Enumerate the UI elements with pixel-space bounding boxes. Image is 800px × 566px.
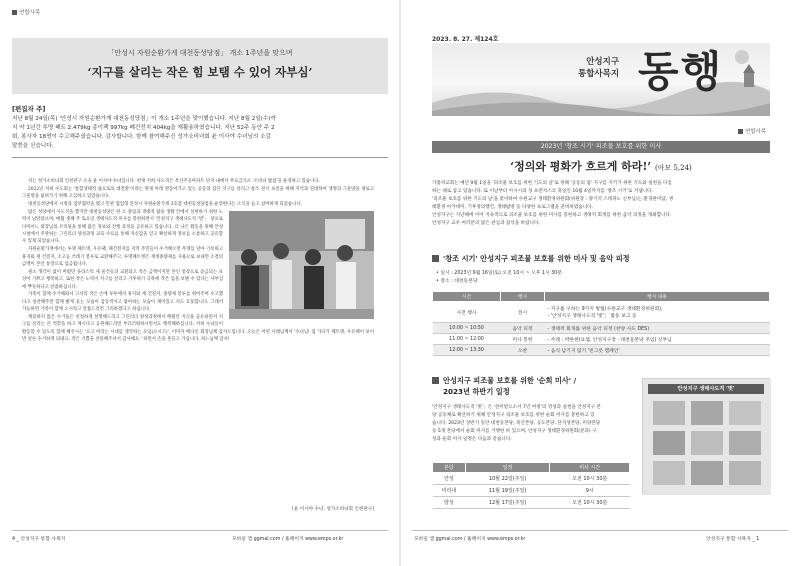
quote-text: ‘정의와 평화가 흐르게 하라!’ (510, 160, 652, 173)
article-paragraph: 자원순환가게에서는 투명 페트병, 우유팩, 폐건전지를 지역 주민들이 수거해오면 무게를 달아 기록하고 휴지와 세 건전지, 소고등 쓰레기 봉투로 교환해주고, 투명페트병은 재생종량제를 사용으로 보내면 소결의 금액이 본인 통장으로 입금됩니다. (22, 247, 223, 268)
mass-time: 9시 (550, 485, 630, 497)
schedule-content: - 생태적 회개를 위한 음악 피정 (찬양 사도 DES) (545, 323, 770, 334)
eco-group-poster (642, 378, 770, 494)
rosary-line: 성과 순회 미사 일정은 다음과 같습니다. (432, 437, 512, 443)
schedule-event: 오찬 (501, 345, 545, 356)
schedule-content (545, 302, 770, 323)
article-banner (12, 38, 388, 94)
footer-page-label: 4 _ 안성지구 통합 사목지 (12, 537, 66, 542)
schedule-row (433, 345, 770, 356)
intro-line: '피조물 보호를 위한 기도의 날'을 맞이하여 수원교구 생태환경위원회(위원장 : 양기석 스테파노 신부님)는 환경판미담, 생 (432, 197, 674, 203)
article-body (22, 178, 374, 344)
schedule-time: 11:00 ~ 12:00 (433, 334, 501, 345)
footer-contact-right: 모바일 앱 ggmal.com / 홈페이지 www.emps.or.kr (414, 537, 526, 542)
article-paragraph: 대천동성당에서 시청과 업무협약을 맺고 민관 협업형 안성시 자원순환가게 3호점 대천동성당점을 운영한다는 소식을 듣고 참여하게 되었습니다. (28, 202, 302, 207)
article-paragraph: 깨끗하지 않은 수거품은 친절하게 설명해드리고 그린리더 양성과정에서 배웠던 지식을 공유하면서 지구를 살리는 큰 역할을 하고 계시다고 응원해드리면 부끄러워하시면서도 행복해하십니다. 저희 수녀들이 활동할 수 있도록 함께 해주시는 '으고 버리는 시대를 생각하는 모임(으시고)', 이미자 베다인 회장님께 감사드립니다. 오늘은 어떤 사례님께서 '수녀님! 집 가다가 페트병, 우유팩이 보이면 얼른 수거하게 되네요. 작은 기쁨을 선물해주셔서 감사해요.' 하면서 손을 흔들고 가십니다. 하느님께 감사! (22, 315, 374, 343)
masthead-subtitle-line: 안성지구 (586, 57, 620, 67)
intro-line: 가톨릭교회는 매년 9월 1일을 '피조물 보호를 위한 기도의 날'로 정해 '공동의 집' 지구를 지키기 위한 기도와 실천을 다짐 (432, 181, 672, 186)
editor-note-line: 말씀을 싣습니다. (12, 143, 54, 149)
footer-divider (12, 530, 388, 531)
mass-row (433, 497, 630, 509)
article-paragraph: 저는 성가소비녀회 인천관구 소속 윤 이사야 수녀입니다. 현재 저희 사도직은 옥산주공아파트 단지 내에서 무료급식소 '소비녀 밥집'을 운영하고 있습니다. (28, 179, 320, 184)
mass-date: 12월 17일(주일) (465, 497, 550, 509)
mass-parish: 양성 (433, 497, 466, 509)
editor-note-line: 지 약 1년간 투명 페트 2,479kg 종이팩 997kg 폐건전지 404kg을 재활용하였습니다. 지난 52주 동안 주 2 (12, 125, 275, 131)
banner-subtitle: 「안성시 자원순환가게 대천동성당점」 개소 1주년을 맞으며 (107, 49, 293, 57)
intro-text (432, 180, 770, 229)
schedule-time: 사전 행사 (433, 302, 501, 323)
article-paragraph: 많은 성당에서 사도직을 했지만 대천동성당은 한 소 종업과 생태적 삶을 생활 안에서 실현하기 위한 노력이 남달랐으며, 매월 셋째 주 토요일 생태사도직 미사를 봉헌하면서 '안성지구 생태사도직 '벗'」 창포로 다미어느 회장님의 브리핑을 통해 많은 정보와 진행 과정을 공유하고 있습니다. 더 나은 활동을 위해 안성시청에서 주관하는 그린리더 양성과정 교육 수료를 통해 자신감을 얻고 확실하게 정보를 소통하고 공유할 수 있게 되었습니다. (22, 209, 223, 245)
schedule-time: 10:00 ~ 10:50 (433, 323, 501, 334)
editor-note-line: 지난 8월 24일(목) '안성시 자원순환가게 대천동성당점」이 개소 1주년을 맞이했습니다. 지난 8월 2일(수)까 (12, 116, 276, 122)
schedule-time: 12:00 ~ 13:30 (433, 345, 501, 356)
volunteers-photo-image (229, 211, 374, 319)
mass-row (433, 473, 630, 485)
section-tag: 연합사목 (12, 8, 40, 16)
section-tag-icon (738, 129, 743, 134)
mass-header: 일정 (465, 463, 550, 473)
intro-line: 하는 때로 삼고 있습니다. 또 이날부터 아시시의 성 프란치스코 축일인 10월 4일까지를 '창조 시기'로 지냅니다. (432, 189, 654, 195)
rosary-line: 당 공동체로 확산하기 위해 안성지구 피조물 보호를 위한 순회 미사를 봉헌하고 있 (432, 413, 595, 419)
divider (12, 157, 388, 158)
mass-info-item: • 장소 : 대천동본당 (436, 279, 478, 284)
mass-parish: 미리내 (433, 485, 466, 497)
volunteers-photo (229, 211, 374, 319)
mass-row (433, 485, 630, 497)
schedule-event: 미사 봉헌 (501, 334, 545, 345)
intro-line: 태환경 아카데미, 기후정의행진, 생태탐방 등 다양한 프로그램을 준비하였습니다. (432, 205, 594, 211)
eco-group-poster-image (643, 379, 771, 495)
section-tag-right: 연합사목 (738, 127, 766, 135)
section-tag-icon (12, 10, 17, 15)
mass-date: 10월 22일(주일) (465, 473, 550, 485)
schedule-header-row (433, 292, 770, 302)
rosary-line: 등 5개 본당에서 순회 미사를 거행한 바 있으며, 안성지구 생태환경위원회(분과) 구 (432, 429, 597, 435)
mass-header: 미사 시간 (550, 463, 630, 473)
editor-note-line: 회, 봉사자 18명이 수고해주셨습니다. 감사합니다. 함께 참여해주신 성가소비녀회 윤 이사야 수녀님의 소감 (12, 134, 271, 140)
section-bar: 2023년 '창조 시기' 피조물 보호를 위한 미사 (432, 141, 770, 153)
mass-schedule-table (432, 462, 630, 509)
schedule-header: 행사 내용 (545, 292, 770, 302)
masthead-title: 동행 (638, 47, 724, 96)
editor-note-heading: [편집자 주] (12, 105, 46, 113)
page-gutter (399, 0, 401, 566)
intro-line: 안성지구 교우 여러분의 많은 관심과 참석을 바랍니다. (432, 221, 540, 227)
mass-info (436, 270, 562, 286)
schedule-content-line: - 지구를 구하는 9가지 방법(수원교구 생태환경위원회), (547, 307, 663, 312)
editor-note (12, 115, 388, 151)
mass-parish: 안성 (433, 473, 466, 485)
mass-header: 본당 (433, 463, 466, 473)
schedule-table (432, 291, 770, 356)
schedule-row (433, 323, 770, 334)
author-signature: [윤 이사야 수녀, 성가소비녀회 인천관구] (292, 507, 374, 512)
article-paragraph: 2022년 저희 수도회는 '통합생태적 삶으로의 대전환'이라는 명제 아래 명동어가고 있는 공동의 집인 지구를 살리고 창조 질서 보전을 위해 지역과 연대하여 생명의 그물망을 새로고 그물망을 넓혀가기 위해 고심하고 있었습니다. (22, 186, 374, 200)
heading-square-icon (432, 255, 439, 262)
rosary-text (432, 404, 630, 444)
article-paragraph: 필소 생각이 없이 버렸던 플라스틱 새 물건들과 교환되고 적은 금액이지만 본인 통장으로 송금되는 보상이 기쁘고 행복하고, 또한 작은 노력이 지구를 살리고 기후위기 극복에 작은 힘을 보탤 수 있다는 자부심에 뿌듯하다고 말씀하십니다. (22, 269, 223, 290)
schedule-event: 음악 피정 (501, 323, 545, 334)
mass-heading: '창조 시기' 안성지구 피조물 보호를 위한 미사 및 음악 피정 (432, 254, 630, 264)
mass-header-row (433, 463, 630, 473)
schedule-row (433, 302, 770, 323)
footer-page-label-right: 안성지구 통합 사목지 _ 1 (706, 537, 760, 542)
rosary-line: '안성지구 생태사도직 '벗'」은 '찬미받으소서 7년 여정'의 영성과 실천을 안성지구 본 (432, 405, 601, 410)
schedule-event: 전시 (501, 302, 545, 323)
quote-title (432, 158, 770, 174)
rosary-line: 습니다. 2023년 상반기 동안 대천동본당, 죽산본당, 공도본당, 단지성본당, 미양본당 (432, 421, 601, 427)
schedule-row (433, 334, 770, 345)
heading-square-icon (432, 377, 439, 384)
rosary-heading-line2: 2023년 하반기 일정 (443, 387, 510, 396)
schedule-content: - 주례 : 박한현(요셉, 안성지구장 · 대천동본당 주임) 신부님 (545, 334, 770, 345)
masthead-subtitle (578, 56, 619, 80)
rosary-heading: 안성지구 피조물 보호를 위한 '순회 미사' / (432, 376, 576, 386)
footer-divider-right (412, 530, 788, 531)
mass-date: 11월 19일(주일) (465, 485, 550, 497)
quote-reference: (아모 5,24) (654, 164, 692, 172)
mass-info-item: • 일시 : 2023년 9월 16일(토) 오전 10시 ~ 오후 1시 30분 (436, 271, 562, 276)
masthead-subtitle-line: 통합사목지 (578, 69, 620, 79)
article-paragraph: 가족이 함께 수거해와서 고사리 작은 손에 투투에서 휴지와 새 건전지, 종량제 봉투를 쥐어주며 수고했다고 칭찬해주면 함께 밝게 웃는 모습이 감동적이고 좋아하는 모습이 계미있고 저도 흐뭇합니다. 그래서 가능하면 가족이 함께 오시라고 말씀드리면 그리하겠다고 하십니다. (22, 292, 223, 313)
schedule-header: 시간 (433, 292, 501, 302)
footer-contact: 모바일 앱 ggmal.com / 홈페이지 www.emps.or.kr (232, 537, 344, 542)
schedule-header: 행사 (501, 292, 545, 302)
intro-line: 안성지구는 지난해에 이어 지속적으로 피조물 보호를 위한 미사를 봉헌하고 생태적 회개를 위한 음악 피정을 개최합니다. (432, 213, 672, 219)
banner-title: ‘지구를 살리는 작은 힘 보탬 수 있어 자부심’ (87, 65, 313, 79)
mass-time: 오전 10시 30분 (550, 473, 630, 485)
schedule-content-line: - '안성지구 생태사도직 '벗'」 활동 보고 등 (547, 314, 637, 319)
mass-time: 오전 10시 30분 (550, 497, 630, 509)
eco-group-poster-title: 안성지구 생태사도직 '벗' (648, 384, 764, 394)
issue-date: 2023. 8. 27. 제124호 (432, 36, 499, 43)
schedule-content: - 음식 남기지 않기 '빈그릇 캠페인' (545, 345, 770, 356)
